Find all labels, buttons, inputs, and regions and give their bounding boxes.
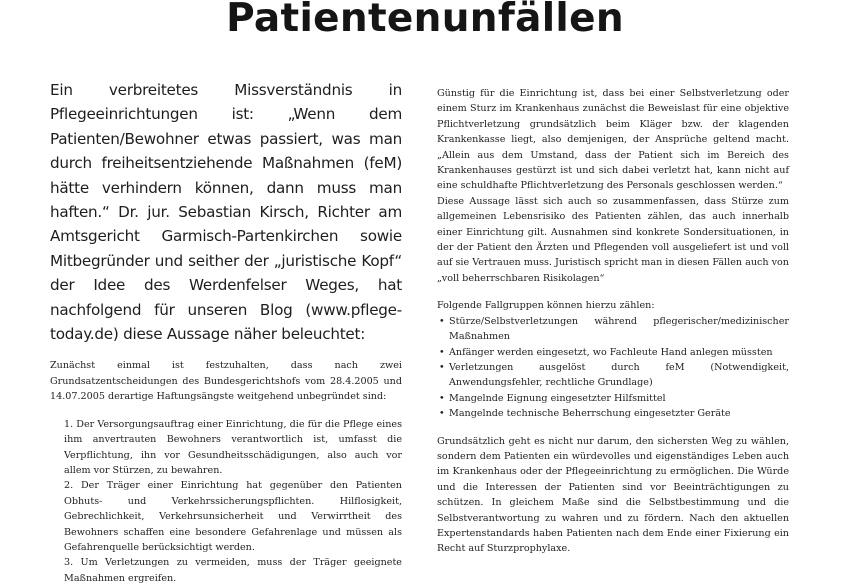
- right-paragraph-1: Günstig für die Einrichtung ist, dass bei einer Selbstverletzung oder einem Sturz im Krankenhaus zunächst die Beweislast für eine objektive Pflichtverletzung grundsätzlich beim Kläger bzw. der klagenden Krankenkasse liegt, also demjenigen, der Ansprüche geltend macht. „Allein aus dem Umstand, dass der Patient sich im Bereich des Krankenhauses gestürzt ist und sich dabei verletzt hat, kann nicht auf eine schuldhafte Pflichtverletzung des Personals geschlossen werden.“: [437, 88, 789, 192]
- right-bullet-3: • Verletzungen ausgelöst durch feM (Notwendigkeit, Anwendungsfehler, rechtliche Grundlage): [437, 360, 789, 391]
- right-bullet-5: • Mangelnde technische Beherrschung eingesetzter Geräte: [437, 406, 789, 421]
- right-bullet-2: • Anfänger werden eingesetzt, wo Fachleute Hand anlegen müssten: [437, 345, 789, 360]
- left-paragraph-1: Zunächst einmal ist festzuhalten, dass nach zwei Grundsatzentscheidungen des Bundesgerichtshofs vom 28.4.2005 und 14.07.2005 derartige Haftungsängste weitgehend unbegründet sind:: [50, 360, 402, 403]
- left-column: [50, 78, 402, 586]
- intro-paragraph: Ein verbreitetes Missverständnis in Pflegeeinrichtungen ist: „Wenn dem Patienten/Bewohner etwas passiert, was man durch freiheitsentziehende Maßnahmen (feM) hätte verhindern können, dann muss man haften.“ Dr. jur. Sebastian Kirsch, Richter am Amtsgericht Garmisch-Partenkirchen sowie Mitbegründer und seither der „juristische Kopf“ der Idee des Werdenfelser Weges, hat nachfolgend für unseren Blog (www.pflege-today.de) diese Aussage näher beleuchtet:: [50, 81, 402, 344]
- right-bullet-list: [437, 314, 789, 422]
- right-list-intro: Folgende Fallgruppen können hierzu zählen:: [437, 300, 655, 312]
- right-paragraph-2: Diese Aussage lässt sich auch so zusammenfassen, dass Stürze zum allgemeinen Lebensrisiko des Patienten zählen, das auch innerhalb einer Einrichtung gilt. Ausnahmen sind konkrete Sondersituationen, in der der Patient den Ärzten und Pflegenden voll ausgeliefert ist und voll auf sie Vertrauen muss. Juristisch spricht man in diesen Fällen auch von „voll beherrschbaren Risikolagen“: [437, 195, 789, 284]
- right-paragraph-3: Grundsätzlich geht es nicht nur darum, den sichersten Weg zu wählen, sondern dem Patienten ein würdevolles und eigenständiges Leben auch im Krankenhaus oder der Pflegeeinrichtung zu ermöglichen. Die Würde und die Interessen der Patienten sind vor Beeinträchtigungen zu schützen. In gleichem Maße sind die Selbstbestimmung und die Selbstverantwortung zu wahren und zu fördern. Nach den aktuellen Expertenstandards haben Patienten nach dem Ende einer Fixierung ein Recht auf Sturzprophylaxe.: [437, 435, 789, 555]
- right-bullet-4: • Mangelnde Eignung eingesetzter Hilfsmittel: [437, 391, 789, 406]
- left-list-item-1: 1. Der Versorgungsauftrag einer Einrichtung, die für die Pflege eines ihm anvertrauten Bewohners verantwortlich ist, umfasst die Verpflichtung, ihn vor Gesundheitsschädigungen, also auch vor allem vor Stürzen, zu bewahren.: [64, 418, 402, 476]
- left-list-item-3: 3. Um Verletzungen zu vermeiden, muss der Träger geeignete Maßnahmen ergreifen.: [64, 557, 402, 584]
- right-bullet-1: • Stürze/Selbstverletzungen während pflegerischer/medizinischer Maßnahmen: [437, 314, 789, 345]
- right-column: [437, 86, 789, 557]
- left-list-item-2: 2. Der Träger einer Einrichtung hat gegenüber den Patienten Obhuts- und Verkehrssicherungspflichten. Hilflosigkeit, Gebrechlichkeit, Verkehrsunsicherheit und Verwirrtheit des Bewohners schaffen eine besondere Gefahrenlage und müssen als Gefahrenquelle berücksichtigt werden.: [64, 480, 402, 553]
- article-title: Patientenunfällen: [226, 0, 624, 41]
- left-numbered-list: [50, 417, 402, 586]
